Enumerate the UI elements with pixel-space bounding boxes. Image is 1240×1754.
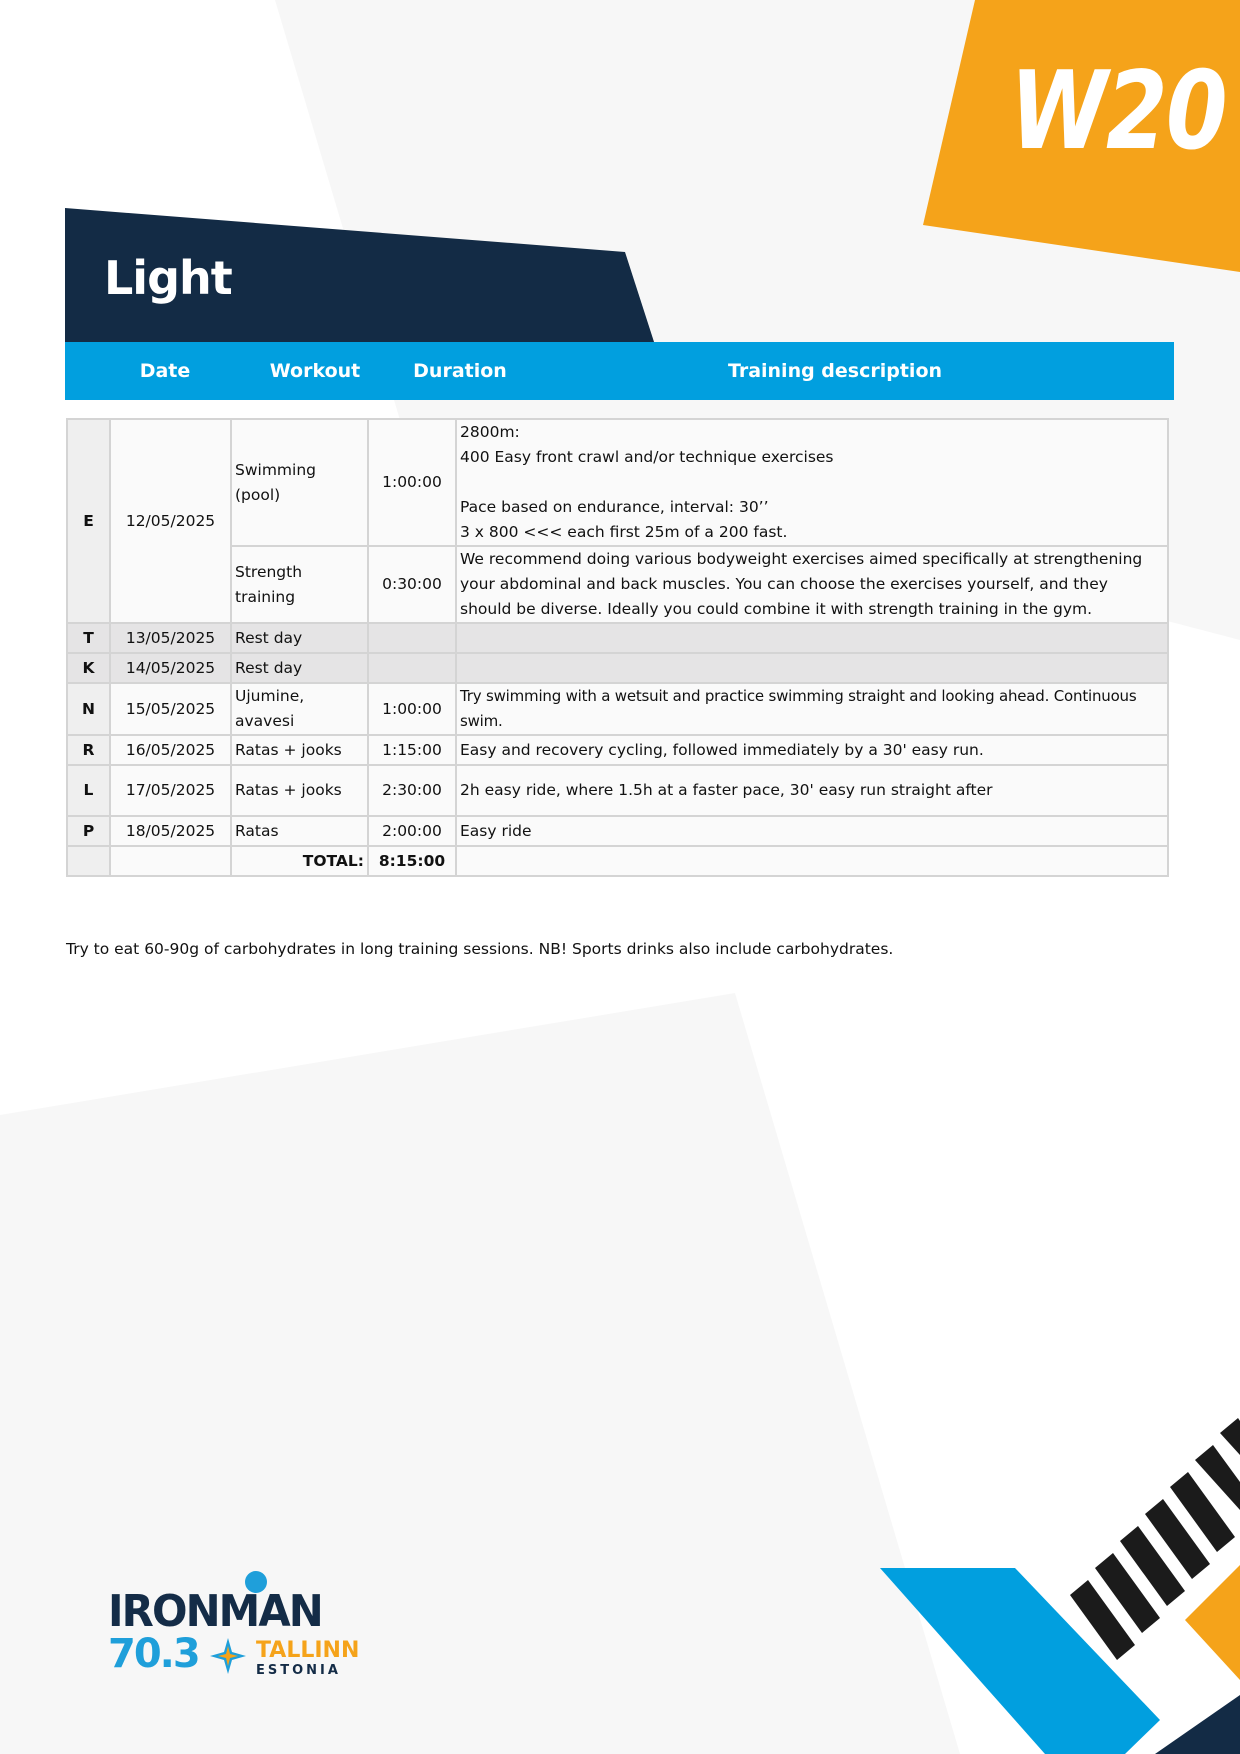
plan-title: Light xyxy=(104,251,232,305)
corner-orange-shape xyxy=(1185,1565,1240,1680)
ironman-logo xyxy=(108,1570,368,1680)
description-cell xyxy=(456,623,1168,653)
description-cell: Easy and recovery cycling, followed immediately by a 30' easy run. xyxy=(456,735,1168,765)
header-date: Date xyxy=(139,360,191,382)
duration-cell: 0:30:00 xyxy=(368,546,456,623)
day-letter: P xyxy=(67,816,110,846)
workout-cell: Swimming (pool) xyxy=(231,419,368,546)
duration-cell: 1:00:00 xyxy=(368,419,456,546)
duration-cell xyxy=(368,653,456,683)
day-letter: R xyxy=(67,735,110,765)
duration-cell: 1:15:00 xyxy=(368,735,456,765)
corner-navy-shape xyxy=(1155,1695,1240,1754)
week-label: W20 xyxy=(1010,49,1227,174)
logo-brand: IRONMAN xyxy=(108,1586,322,1637)
table-row xyxy=(67,683,1168,735)
duration-cell: 2:00:00 xyxy=(368,816,456,846)
table-row xyxy=(67,546,1168,623)
workout-cell: Ratas + jooks xyxy=(231,765,368,816)
duration-cell xyxy=(368,623,456,653)
date-cell: 12/05/2025 xyxy=(110,419,231,623)
description-cell: 2h easy ride, where 1.5h at a faster pace, 30' easy run straight after xyxy=(456,765,1168,816)
duration-cell: 1:00:00 xyxy=(368,683,456,735)
table-row xyxy=(67,735,1168,765)
workout-cell: Ujumine, avavesi xyxy=(231,683,368,735)
workout-cell: Rest day xyxy=(231,623,368,653)
day-letter: N xyxy=(67,683,110,735)
day-letter: K xyxy=(67,653,110,683)
workout-cell: Strength training xyxy=(231,546,368,623)
total-value: 8:15:00 xyxy=(368,846,456,876)
header-description: Training description xyxy=(727,360,943,382)
date-cell: 16/05/2025 xyxy=(110,735,231,765)
total-empty-day xyxy=(67,846,110,876)
logo-city: TALLINN xyxy=(256,1638,360,1663)
workout-cell: Rest day xyxy=(231,653,368,683)
day-letter: E xyxy=(67,419,110,623)
day-letter: T xyxy=(67,623,110,653)
total-empty-description xyxy=(456,846,1168,876)
logo-country: ESTONIA xyxy=(256,1663,341,1678)
header-duration: Duration xyxy=(413,360,507,382)
date-cell: 14/05/2025 xyxy=(110,653,231,683)
date-cell: 18/05/2025 xyxy=(110,816,231,846)
table-total-row xyxy=(67,846,1168,876)
description-cell xyxy=(456,653,1168,683)
nutrition-note: Try to eat 60-90g of carbohydrates in long training sessions. NB! Sports drinks also include carbohydrates. xyxy=(66,940,894,958)
workout-cell: Ratas + jooks xyxy=(231,735,368,765)
description-cell: Try swimming with a wetsuit and practice swimming straight and looking ahead. Continuous swim. xyxy=(456,683,1168,735)
table-header-bar xyxy=(65,342,1174,400)
training-table xyxy=(66,418,1169,877)
total-empty-date xyxy=(110,846,231,876)
header-workout: Workout xyxy=(269,360,361,382)
table-row xyxy=(67,419,1168,546)
table-row xyxy=(67,653,1168,683)
description-cell: 2800m: 400 Easy front crawl and/or technique exercises Pace based on endurance, interval: 30’’ 3 x 800 <<< each first 25m of a 200 fast. xyxy=(456,419,1168,546)
day-letter: L xyxy=(67,765,110,816)
table-row xyxy=(67,816,1168,846)
date-cell: 15/05/2025 xyxy=(110,683,231,735)
date-cell: 13/05/2025 xyxy=(110,623,231,653)
workout-cell: Ratas xyxy=(231,816,368,846)
description-cell: Easy ride xyxy=(456,816,1168,846)
table-row xyxy=(67,765,1168,816)
description-cell: We recommend doing various bodyweight exercises aimed specifically at strengthening your abdominal and back muscles. You can choose the exercises yourself, and they should be diverse. Ideally you could combine it with strength training in the gym. xyxy=(456,546,1168,623)
star-icon xyxy=(208,1636,248,1676)
table-row xyxy=(67,623,1168,653)
logo-race: 70.3 xyxy=(108,1631,199,1677)
date-cell: 17/05/2025 xyxy=(110,765,231,816)
duration-cell: 2:30:00 xyxy=(368,765,456,816)
total-label: TOTAL: xyxy=(231,846,368,876)
